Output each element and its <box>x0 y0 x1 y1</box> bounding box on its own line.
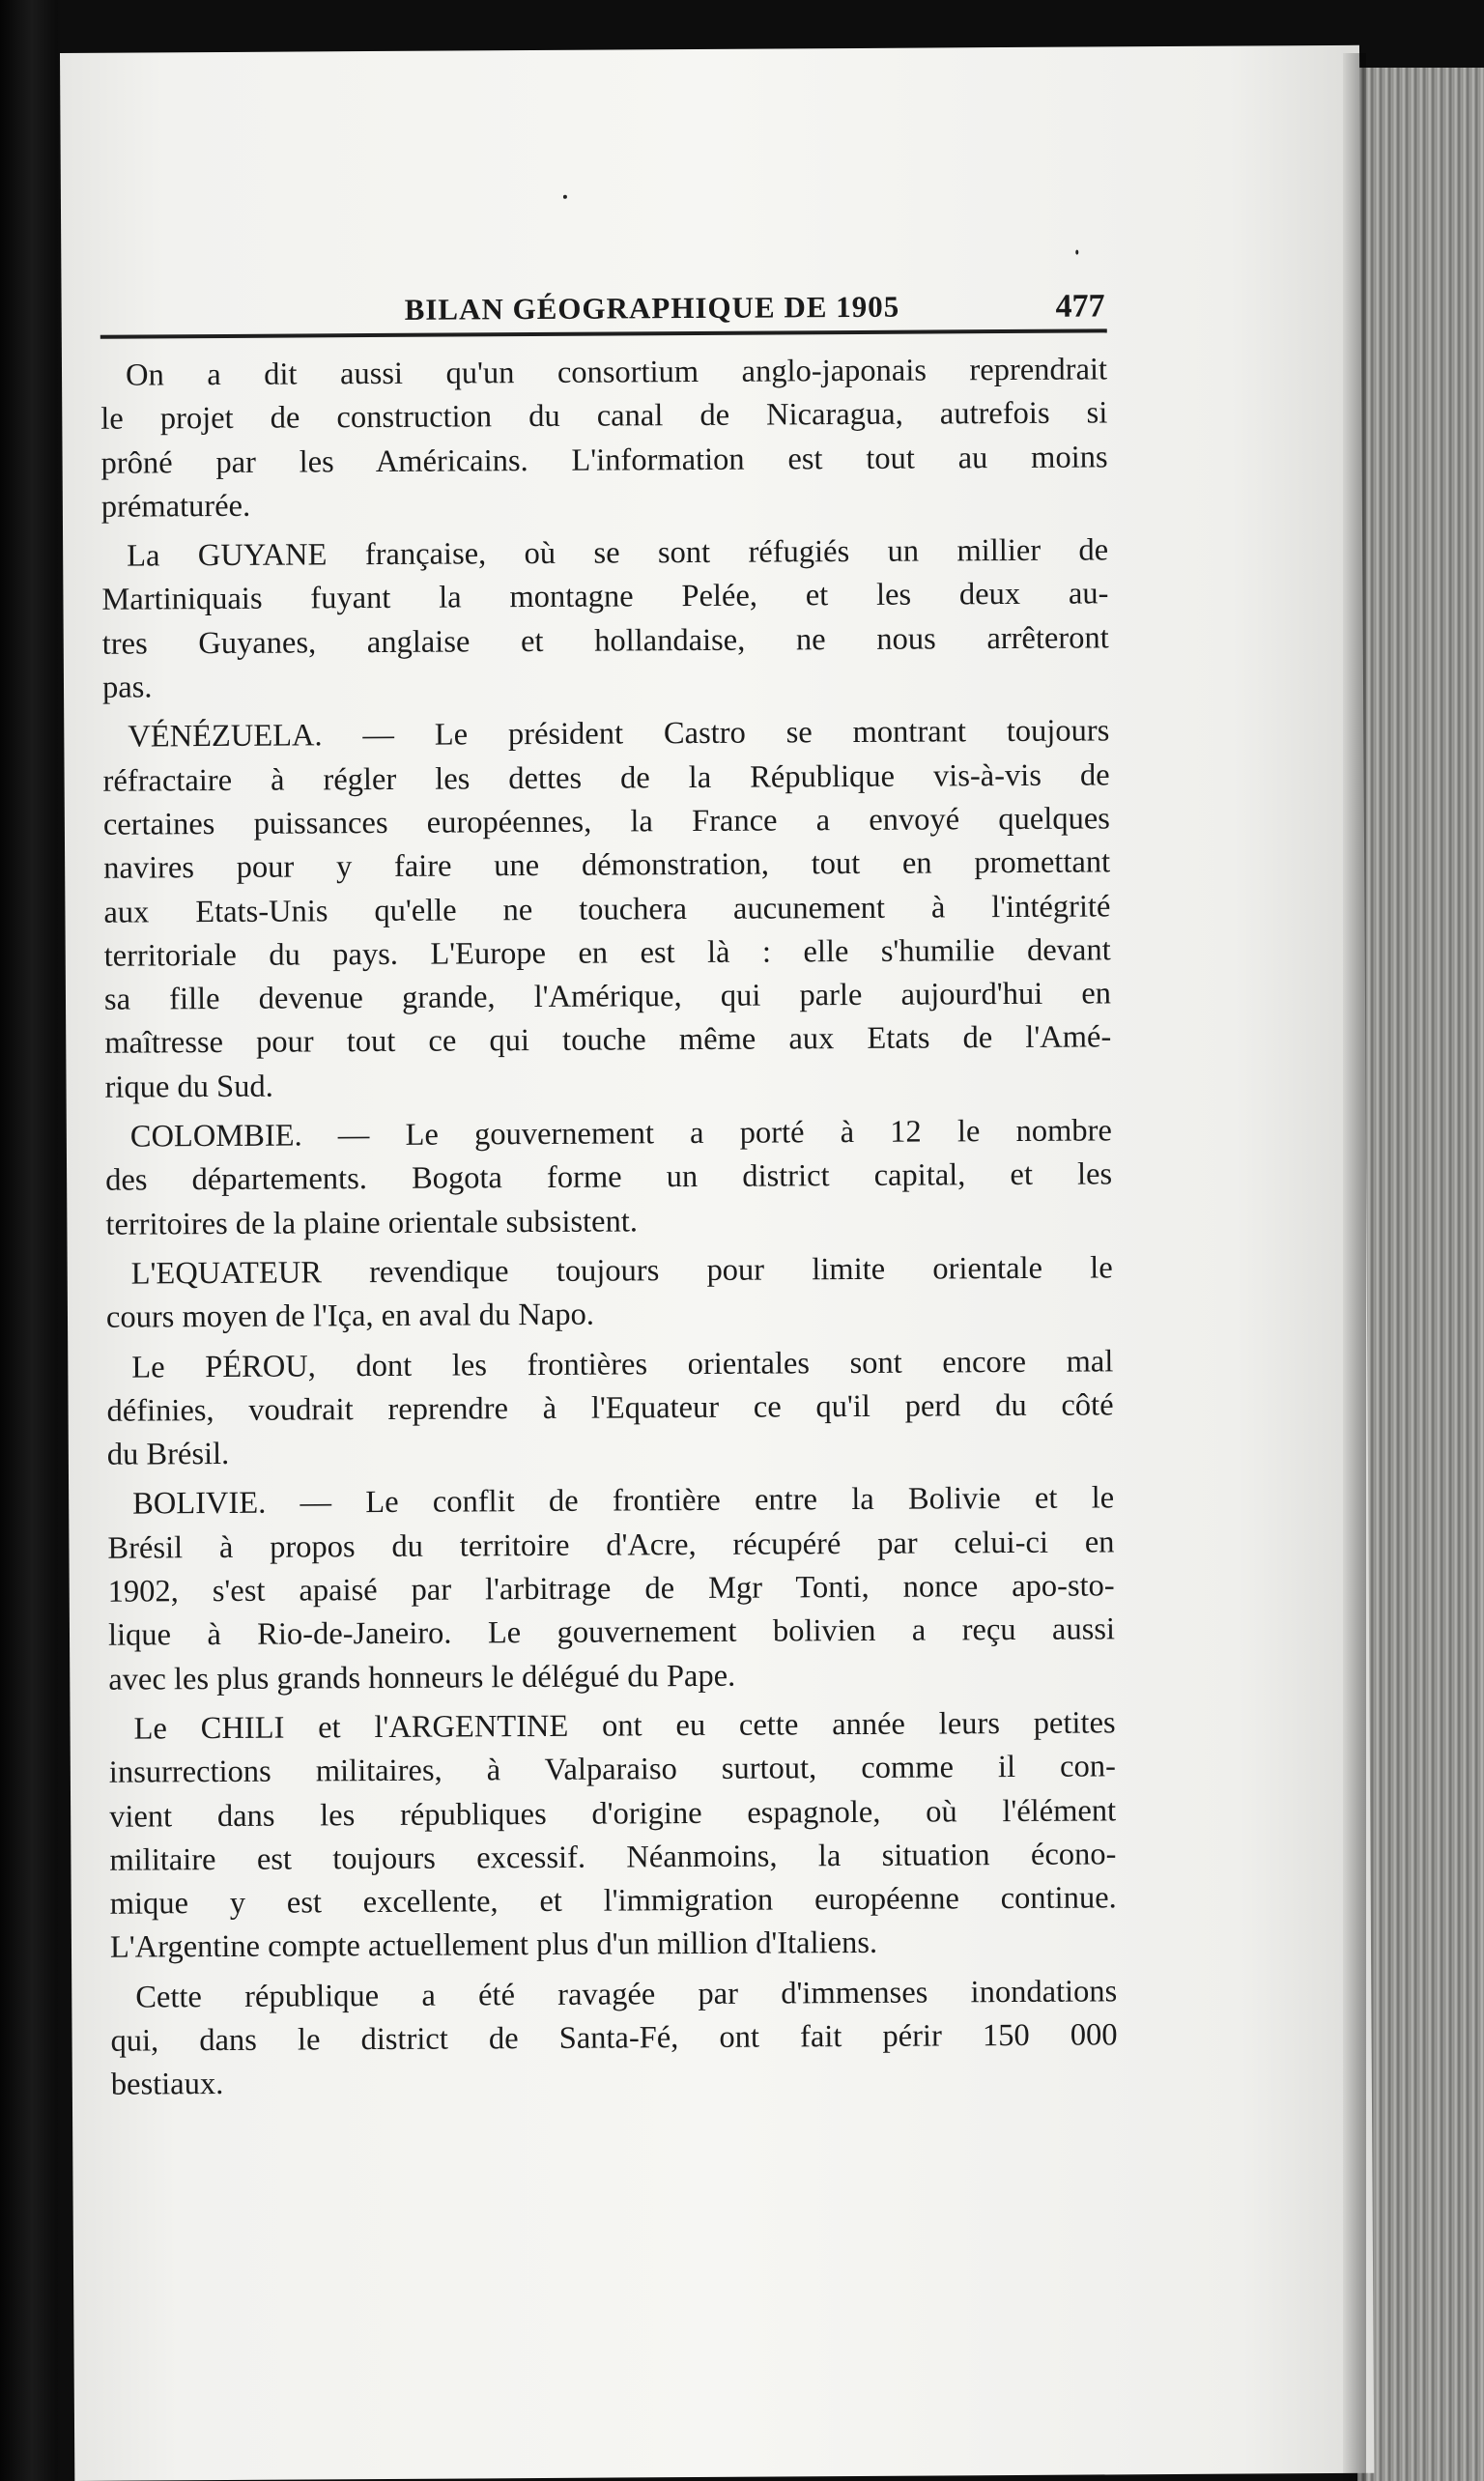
text-line: Martiniquais fuyant la montagne Pelée, et les deux au- <box>101 576 1109 618</box>
book-page-edges <box>1357 68 1484 2481</box>
paragraph <box>105 1109 1113 1246</box>
text-line: BOLIVIE. — Le conflit de frontière entre la Bolivie et le <box>132 1480 1115 1522</box>
text-line: prématurée. <box>100 488 251 525</box>
text-line: tres Guyanes, anglaise et hollandaise, ne nous arrêteront <box>101 620 1109 662</box>
text-line: définies, voudrait reprendre à l'Equateur ce qu'il perd du côté <box>106 1387 1114 1429</box>
paragraph <box>106 1246 1114 1340</box>
text-line: Brésil à propos du territoire d'Acre, récupéré par celui-ci en <box>107 1525 1115 1566</box>
text-line: Le PÉROU, dont les frontières orientales sont encore mal <box>131 1343 1114 1385</box>
text-line: territoriale du pays. L'Europe en est là : elle s'humilie devant <box>103 932 1111 974</box>
text-line: La GUYANE française, où se sont réfugiés un millier de <box>127 532 1109 574</box>
running-title: BILAN GÉOGRAPHIQUE DE 1905 <box>404 289 900 327</box>
text-line: avec les plus grands honneurs le délégué du Pape. <box>108 1658 736 1697</box>
text-line: du Brésil. <box>106 1437 230 1472</box>
text-line: pas. <box>101 670 153 705</box>
text-line: vient dans les républiques d'origine espagnole, où l'élément <box>109 1792 1117 1835</box>
text-line: militaire est toujours excessif. Néanmoins, la situation écono- <box>109 1837 1117 1878</box>
book-page <box>60 45 1374 2481</box>
text-line: Le CHILI et l'ARGENTINE ont eu cette année leurs petites <box>133 1705 1116 1747</box>
paragraph <box>100 348 1108 529</box>
paragraph <box>108 1701 1117 1970</box>
ink-speck <box>1075 250 1078 255</box>
ink-speck <box>563 195 567 199</box>
text-line: rique du Sud. <box>104 1069 273 1105</box>
paragraph <box>101 529 1109 711</box>
text-line: L'Argentine compte actuellement plus d'un million d'Italiens. <box>109 1925 878 1966</box>
text-line: territoires de la plaine orientale subsistent. <box>105 1204 639 1242</box>
text-line: aux Etats-Unis qu'elle ne touchera aucunement à l'intégrité <box>103 888 1111 930</box>
paragraph <box>110 1970 1118 2107</box>
body-text <box>100 348 1118 2113</box>
text-line: réfractaire à régler les dettes de la République vis-à-vis de <box>102 757 1110 799</box>
page-header <box>100 288 1105 352</box>
text-line: 1902, s'est apaisé par l'arbitrage de Mgr Tonti, nonce apo-sto- <box>107 1568 1115 1610</box>
paragraph <box>106 1340 1114 1477</box>
paragraph <box>107 1477 1115 1702</box>
paragraph <box>102 710 1111 1110</box>
text-line: le projet de construction du canal de Nicaragua, autrefois si <box>100 395 1108 438</box>
scan-left-border <box>0 0 58 2481</box>
text-line: certaines puissances européennes, la France a envoyé quelques <box>102 801 1110 842</box>
text-line: L'EQUATEUR revendique toujours pour limite orientale le <box>130 1250 1113 1292</box>
text-line: COLOMBIE. — Le gouvernement a porté à 12 le nombre <box>129 1113 1112 1155</box>
text-line: lique à Rio-de-Janeiro. Le gouvernement bolivien a reçu aussi <box>107 1611 1116 1654</box>
page-number: 477 <box>1055 288 1105 325</box>
text-line: VÉNÉZUELA. — Le président Castro se montrant toujours <box>128 713 1110 755</box>
text-line: On a dit aussi qu'un consortium anglo-japonais reprendrait <box>125 352 1108 393</box>
text-line: sa fille devenue grande, l'Amérique, qui parle aujourd'hui en <box>103 976 1112 1017</box>
text-line: maîtresse pour tout ce qui touche même aux Etats de l'Amé- <box>104 1019 1112 1062</box>
text-line: Cette république a été ravagée par d'immenses inondations <box>135 1974 1118 2015</box>
text-line: navires pour y faire une démonstration, tout en promettant <box>103 844 1111 887</box>
text-line: mique y est excellente, et l'immigration européenne continue. <box>109 1880 1117 1922</box>
text-line: prôné par les Américains. L'information est tout au moins <box>100 439 1108 481</box>
text-line: qui, dans le district de Santa-Fé, ont fait périr 150 000 <box>110 2017 1118 2059</box>
page-gutter-shadow <box>1343 53 1366 2481</box>
text-line: insurrections militaires, à Valparaiso surtout, comme il con- <box>108 1749 1116 1790</box>
text-line: bestiaux. <box>110 2067 224 2102</box>
text-line: des départements. Bogota forme un district capital, et les <box>105 1156 1113 1199</box>
text-line: cours moyen de l'Iça, en aval du Napo. <box>105 1297 595 1335</box>
